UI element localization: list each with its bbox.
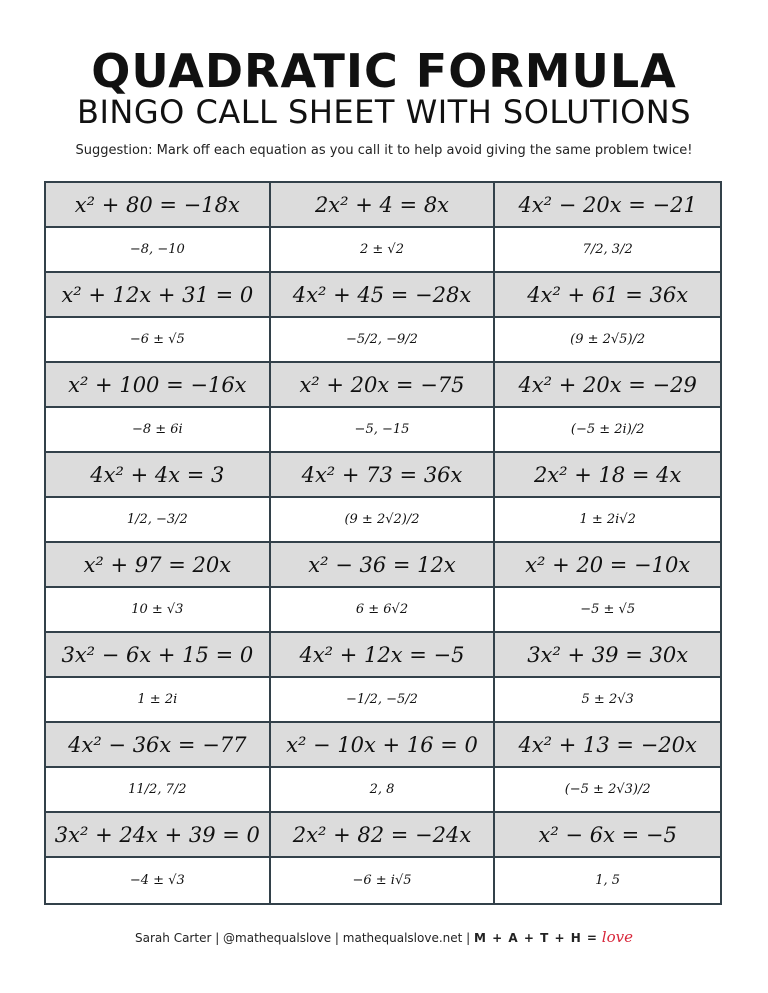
equation-cell: x² + 20 = −10x: [495, 543, 720, 588]
equation-cell: 3x² − 6x + 15 = 0: [46, 633, 271, 678]
equation-cell: 4x² + 61 = 36x: [495, 273, 720, 318]
solution-cell: 1 ± 2i: [46, 678, 271, 723]
solution-cell: −4 ± √3: [46, 858, 271, 903]
solution-cell: (9 ± 2√2)/2: [271, 498, 496, 543]
footer: [0, 928, 768, 946]
equation-cell: 4x² + 45 = −28x: [271, 273, 496, 318]
equation-cell: x² − 6x = −5: [495, 813, 720, 858]
solution-cell: −1/2, −5/2: [271, 678, 496, 723]
equation-cell: 2x² + 4 = 8x: [271, 183, 496, 228]
equation-cell: x² + 80 = −18x: [46, 183, 271, 228]
solution-cell: 11/2, 7/2: [46, 768, 271, 813]
solution-cell: −6 ± i√5: [271, 858, 496, 903]
equation-cell: x² + 100 = −16x: [46, 363, 271, 408]
page-title: QUADRATIC FORMULA: [91, 44, 677, 98]
equation-cell: 2x² + 18 = 4x: [495, 453, 720, 498]
solution-cell: 6 ± 6√2: [271, 588, 496, 633]
equation-cell: 3x² + 24x + 39 = 0: [46, 813, 271, 858]
solution-cell: 1 ± 2i√2: [495, 498, 720, 543]
solution-cell: (9 ± 2√5)/2: [495, 318, 720, 363]
equation-cell: x² + 20x = −75: [271, 363, 496, 408]
equation-cell: 4x² − 20x = −21: [495, 183, 720, 228]
solution-cell: 2, 8: [271, 768, 496, 813]
equation-cell: x² − 10x + 16 = 0: [271, 723, 496, 768]
solution-cell: 1/2, −3/2: [46, 498, 271, 543]
love-logo: love: [601, 928, 633, 946]
equation-cell: 3x² + 39 = 30x: [495, 633, 720, 678]
suggestion-text: Suggestion: Mark off each equation as you call it to help avoid giving the same problem twice!: [75, 143, 693, 158]
solution-cell: (−5 ± 2√3)/2: [495, 768, 720, 813]
solution-cell: (−5 ± 2i)/2: [495, 408, 720, 453]
solution-cell: −8, −10: [46, 228, 271, 273]
equation-cell: 4x² + 13 = −20x: [495, 723, 720, 768]
equation-cell: 4x² + 20x = −29: [495, 363, 720, 408]
equation-cell: 4x² + 4x = 3: [46, 453, 271, 498]
solution-cell: −6 ± √5: [46, 318, 271, 363]
equation-cell: 4x² − 36x = −77: [46, 723, 271, 768]
solution-cell: 7/2, 3/2: [495, 228, 720, 273]
solution-cell: 10 ± √3: [46, 588, 271, 633]
bingo-call-table: [44, 181, 722, 905]
footer-brand: M + A + T + H =: [474, 931, 598, 945]
equation-cell: 4x² + 73 = 36x: [271, 453, 496, 498]
solution-cell: −5 ± √5: [495, 588, 720, 633]
page-subtitle: BINGO CALL SHEET WITH SOLUTIONS: [76, 93, 691, 131]
solution-cell: 1, 5: [495, 858, 720, 903]
equation-cell: x² + 97 = 20x: [46, 543, 271, 588]
solution-cell: −5/2, −9/2: [271, 318, 496, 363]
solution-cell: −5, −15: [271, 408, 496, 453]
footer-author: Sarah Carter | @mathequalslove | mathequalslove.net |: [135, 931, 471, 945]
solution-cell: −8 ± 6i: [46, 408, 271, 453]
equation-cell: 4x² + 12x = −5: [271, 633, 496, 678]
equation-cell: x² − 36 = 12x: [271, 543, 496, 588]
equation-cell: x² + 12x + 31 = 0: [46, 273, 271, 318]
solution-cell: 2 ± √2: [271, 228, 496, 273]
solution-cell: 5 ± 2√3: [495, 678, 720, 723]
equation-cell: 2x² + 82 = −24x: [271, 813, 496, 858]
